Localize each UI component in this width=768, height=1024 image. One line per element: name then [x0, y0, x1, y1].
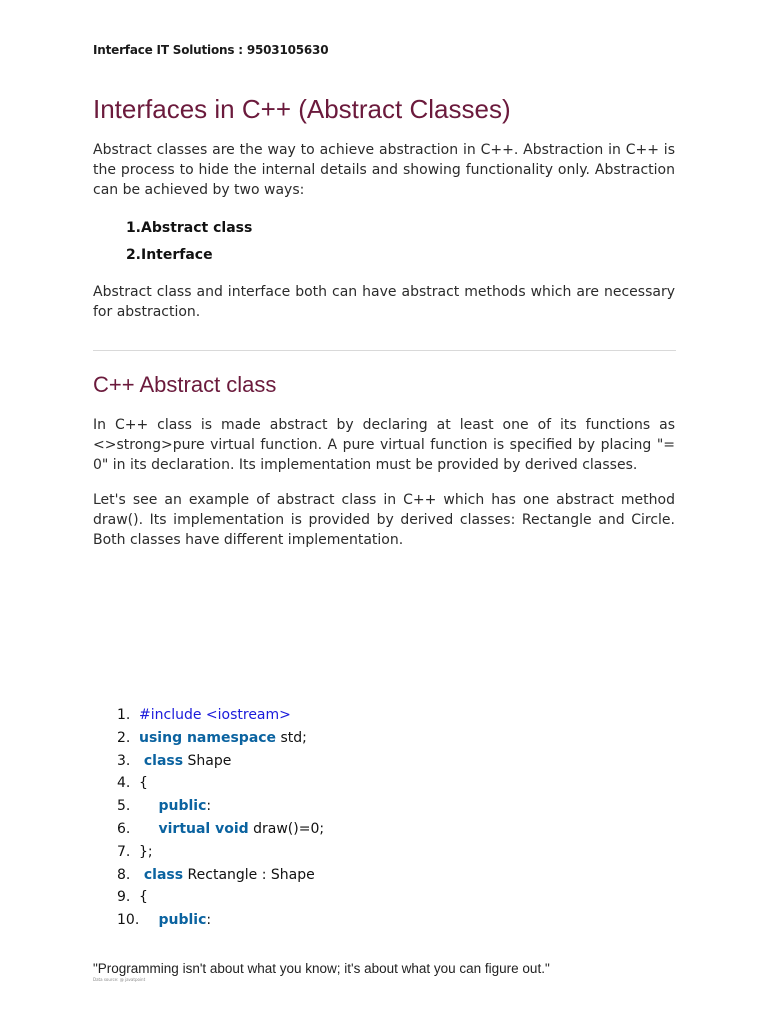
code-preprocessor: #include <iostream>: [139, 707, 291, 723]
code-text: {: [139, 889, 148, 906]
code-line-source: [139, 864, 315, 887]
list-item: [93, 247, 252, 274]
code-line: [93, 818, 324, 841]
code-line-source: [139, 909, 211, 932]
code-text: {: [139, 775, 148, 792]
code-line-number: 7.: [117, 843, 131, 860]
code-text: :: [206, 798, 212, 815]
code-line: [93, 750, 324, 773]
code-keyword: class: [139, 866, 184, 883]
footer-source: Data source: @ javatpoint: [93, 977, 146, 982]
code-text: :: [206, 912, 212, 929]
code-line-number: 6.: [117, 820, 131, 837]
code-line-source: [139, 818, 324, 841]
code-line: [93, 795, 324, 818]
code-keyword: virtual void: [139, 820, 249, 837]
code-listing: [93, 704, 324, 932]
code-keyword: public: [139, 798, 207, 815]
code-line: [93, 864, 324, 887]
code-line-source: [139, 750, 231, 773]
list-number: 2.: [125, 247, 141, 263]
ways-list: [93, 220, 252, 274]
code-line: [93, 704, 324, 727]
code-line-number: 1.: [117, 707, 131, 723]
code-line: [93, 841, 324, 864]
code-text: Rectangle : Shape: [183, 866, 315, 883]
code-line: [93, 727, 324, 750]
code-line-source: [139, 727, 307, 750]
code-line: [93, 772, 324, 795]
code-line-source: [139, 772, 148, 795]
both-paragraph: Abstract class and interface both can have abstract methods which are necessary for abstraction.: [93, 284, 675, 320]
code-line-number: 5.: [117, 798, 131, 815]
divider: [93, 350, 676, 351]
code-line-source: [139, 841, 153, 864]
header-company: Interface IT Solutions : 9503105630: [93, 43, 329, 57]
code-line-source: [139, 795, 211, 818]
section-paragraph-2: Let's see an example of abstract class in C++ which has one abstract method draw(). Its implementation is provided by derived classes: Rectangle and Circle. Both classes have different implementation.: [93, 492, 675, 548]
code-line-number: 2.: [117, 729, 131, 746]
code-line-number: 9.: [117, 889, 131, 906]
list-number: 1.: [125, 220, 141, 236]
code-line-number: 10.: [117, 912, 140, 929]
code-line: [93, 909, 324, 932]
code-line-number: 8.: [117, 866, 131, 883]
code-text: };: [139, 843, 153, 860]
code-line-number: 3.: [117, 752, 131, 769]
code-line: [93, 886, 324, 909]
code-text: Shape: [183, 752, 232, 769]
list-label: Interface: [141, 247, 213, 263]
intro-paragraph: Abstract classes are the way to achieve abstraction in C++. Abstraction in C++ is the process to hide the internal details and showing functionality only. Abstraction can be achieved by two ways:: [93, 142, 675, 198]
section-title: C++ Abstract class: [93, 372, 277, 397]
code-text: std;: [276, 729, 307, 746]
code-line-number: 4.: [117, 775, 131, 792]
list-item: [93, 220, 252, 247]
code-text: draw()=0;: [248, 820, 325, 837]
section-paragraph-1: In C++ class is made abstract by declaring at least one of its functions as <>strong>pure virtual function. A pure virtual function is specified by placing "= 0" in its declaration. Its implementation must be provided by derived classes.: [93, 417, 675, 473]
code-line-source: [139, 704, 291, 727]
code-keyword: class: [139, 752, 184, 769]
page-title: Interfaces in C++ (Abstract Classes): [93, 94, 511, 124]
code-line-source: [139, 886, 148, 909]
footer-quote: "Programming isn't about what you know; it's about what you can figure out.": [93, 961, 550, 976]
code-keyword: using namespace: [139, 729, 277, 746]
list-label: Abstract class: [141, 220, 253, 236]
code-keyword: public: [139, 912, 207, 929]
